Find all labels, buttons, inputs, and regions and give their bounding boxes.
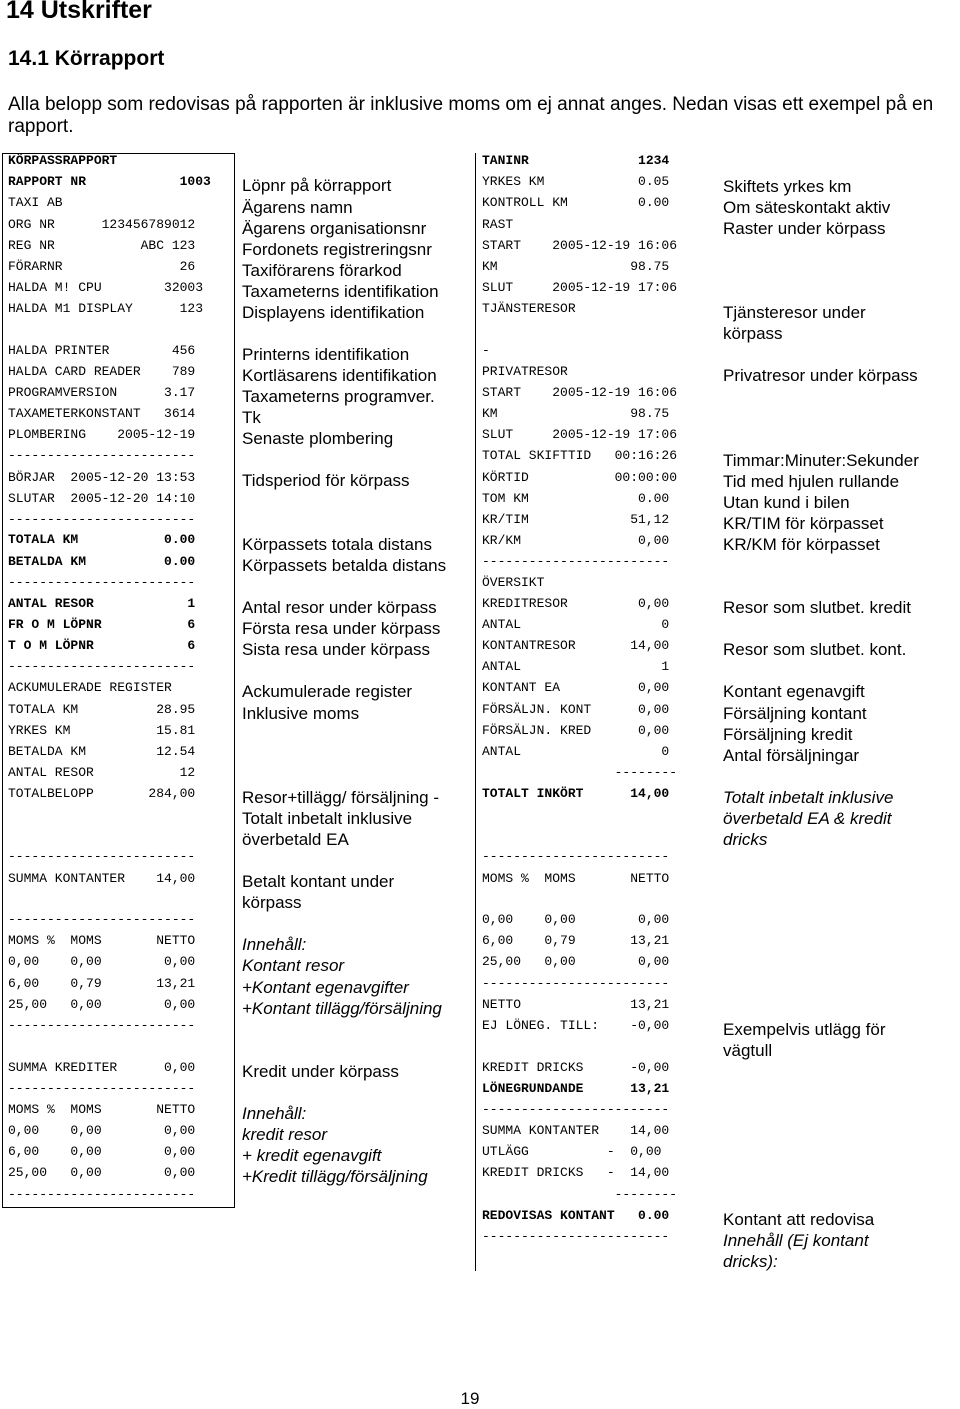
report-line: REG NR ABC 123 [8,238,196,253]
report-line: TOTALT INKÖRT 14,00 [482,786,670,801]
report-line: ORG NR 123456789012 [8,217,196,232]
report-line: 25,00 0,00 0,00 [8,1165,196,1180]
report-line: ------------------------ [8,512,196,527]
explanation-line: Ägarens organisationsnr [242,219,427,238]
explanation-line: vägtull [723,1041,773,1060]
explanation-line: Resor+tillägg/ försäljning - [242,788,440,807]
report-line: 25,00 0,00 0,00 [8,997,196,1012]
explanation-line: +Kredit tillägg/försäljning [242,1167,428,1186]
report-line: TAXAMETERKONSTANT 3614 [8,406,196,421]
report-line: BETALDA KM 0.00 [8,554,196,569]
report-line: ANTAL 1 [482,659,670,674]
explanation-line: Kredit under körpass [242,1062,399,1081]
explanation-line: Tid med hjulen rullande [723,472,900,491]
report-line: KÖRTID 00:00:00 [482,470,678,485]
report-line: SLUT 2005-12-19 17:06 [482,280,678,295]
explanation-line: KR/TIM för körpasset [723,514,884,533]
explanation-line: Taxameterns programver. [242,387,435,406]
report-line: ------------------------ [8,912,196,927]
report-line: MOMS % MOMS NETTO [8,1102,196,1117]
explanation-line: Ägarens namn [242,198,353,217]
report-line: KM 98.75 [482,259,670,274]
explanation-line: kredit resor [242,1125,328,1144]
page-number: 19 [460,1389,480,1408]
report-line: UTLÄGG - 0,00 [482,1144,662,1159]
explanation-line: Taxameterns identifikation [242,282,439,301]
explanation-line: Kortläsarens identifikation [242,366,437,385]
report-line: ACKUMULERADE REGISTER [8,680,172,695]
report-line: TOTAL SKIFTTID 00:16:26 [482,448,678,463]
explanation-line: Innehåll: [242,935,307,954]
explanation-line: Resor som slutbet. kont. [723,640,907,659]
report-line: KONTROLL KM 0.00 [482,195,670,210]
report-line: KÖRPASSRAPPORT [8,153,118,168]
report-line: MOMS % MOMS NETTO [482,871,670,886]
report-line: START 2005-12-19 16:06 [482,385,678,400]
report-line: NETTO 13,21 [482,997,670,1012]
report-line: PRIVATRESOR [482,364,568,379]
explanation-line: Kontant att redovisa [723,1210,875,1229]
explanation-line: Displayens identifikation [242,303,425,322]
report-line: FÖRSÄLJN. KRED 0,00 [482,723,670,738]
report-line: TOTALA KM 28.95 [8,702,196,717]
explanation-line: körpass [242,893,302,912]
explanation-line: Skiftets yrkes km [723,177,852,196]
report-line: ------------------------ [8,1187,196,1202]
report-line: TAXI AB [8,195,63,210]
explanation-line: Sista resa under körpass [242,640,431,659]
report-line: ------------------------ [8,448,196,463]
explanation-line: Tk [242,408,261,427]
explanation-line: Totalt inbetalt inklusive [723,788,894,807]
report-line: KREDIT DRICKS -0,00 [482,1060,670,1075]
report-line: BETALDA KM 12.54 [8,744,196,759]
explanation-line: överbetald EA [242,830,349,849]
explanation-line: Privatresor under körpass [723,366,918,385]
report-line: 6,00 0,79 13,21 [8,976,196,991]
explanation-line: Senaste plombering [242,429,394,448]
page-heading: 14 Utskrifter [6,0,152,24]
explanation-line: dricks [723,830,768,849]
report-line: TANINR 1234 [482,153,670,168]
report-line: SUMMA KREDITER 0,00 [8,1060,196,1075]
explanation-line: Tjänsteresor under [723,303,866,322]
explanation-line: Innehåll (Ej kontant [723,1231,869,1250]
report-divider-right [475,153,476,1271]
intro-text: Alla belopp som redovisas på rapporten är inklusive moms om ej annat anges. Nedan visas ett exempel på en rapport. [8,94,934,137]
explanation-line: överbetald EA & kredit [723,809,892,828]
explanation-line: Taxiförarens förarkod [242,261,402,280]
explanation-line: Resor som slutbet. kredit [723,598,912,617]
explanation-line: Tidsperiod för körpass [242,471,410,490]
report-line: SUMMA KONTANTER 14,00 [8,871,196,886]
explanation-line: Om säteskontakt aktiv [723,198,891,217]
explanation-line: + kredit egenavgift [242,1146,382,1165]
report-line: SLUTAR 2005-12-20 14:10 [8,491,196,506]
report-line: LÖNEGRUNDANDE 13,21 [482,1081,670,1096]
report-line: REDOVISAS KONTANT 0.00 [482,1208,670,1223]
report-line: EJ LÖNEG. TILL: -0,00 [482,1018,670,1033]
explanation-line: +Kontant tillägg/försäljning [242,999,442,1018]
report-line: ------------------------ [8,849,196,864]
report-line: ------------------------ [482,1102,670,1117]
explanation-line: Exempelvis utlägg för [723,1020,886,1039]
report-line: KREDIT DRICKS - 14,00 [482,1165,670,1180]
explanation-line: Antal försäljningar [723,746,860,765]
explanation-line: Antal resor under körpass [242,598,437,617]
report-line: -------- [482,1187,678,1202]
explanation-line: Körpassets totala distans [242,535,432,554]
explanation-line: KR/KM för körpasset [723,535,880,554]
report-line: FÖRSÄLJN. KONT 0,00 [482,702,670,717]
report-line: KREDITRESOR 0,00 [482,596,670,611]
report-line: FÖRARNR 26 [8,259,196,274]
explanation-line: Försäljning kontant [723,704,867,723]
report-line: ANTAL 0 [482,744,670,759]
report-line: ------------------------ [8,1081,196,1096]
report-line: HALDA M! CPU 32003 [8,280,204,295]
report-line: HALDA PRINTER 456 [8,343,196,358]
report-line: ANTAL 0 [482,617,670,632]
report-line: 0,00 0,00 0,00 [482,912,670,927]
explanation-line: Löpnr på körrapport [242,176,392,195]
report-line: - [482,343,490,358]
report-line: BÖRJAR 2005-12-20 13:53 [8,470,196,485]
report-line: ------------------------ [482,976,670,991]
explanation-line: +Kontant egenavgifter [242,978,409,997]
report-line: ------------------------ [8,659,196,674]
explanation-line: Ackumulerade register [242,682,413,701]
explanation-line: Inklusive moms [242,704,360,723]
report-line: 6,00 0,00 0,00 [8,1144,196,1159]
report-line: MOMS % MOMS NETTO [8,933,196,948]
explanation-line: Innehåll: [242,1104,307,1123]
report-line: TOTALA KM 0.00 [8,532,196,547]
explanation-line: Betalt kontant under [242,872,395,891]
report-line: ÖVERSIKT [482,575,545,590]
explanation-line: Kontant egenavgift [723,682,865,701]
explanation-line: Försäljning kredit [723,725,853,744]
explanation-line: Första resa under körpass [242,619,441,638]
report-line: RAST [482,217,514,232]
report-line: KONTANTRESOR 14,00 [482,638,670,653]
report-line: TOM KM 0.00 [482,491,670,506]
report-line: TOTALBELOPP 284,00 [8,786,196,801]
explanation-line: Timmar:Minuter:Sekunder [723,451,919,470]
report-line: PLOMBERING 2005-12-19 [8,427,196,442]
explanation-line: Kontant resor [242,956,345,975]
explanation-line: körpass [723,324,783,343]
explanation-line: Fordonets registreringsnr [242,240,432,259]
report-line: KR/KM 0,00 [482,533,670,548]
explanation-line: Printerns identifikation [242,345,410,364]
report-line: HALDA CARD READER 789 [8,364,196,379]
report-line: ------------------------ [482,1229,670,1244]
report-line: KR/TIM 51,12 [482,512,670,527]
report-line: 6,00 0,79 13,21 [482,933,670,948]
report-line: 25,00 0,00 0,00 [482,954,670,969]
report-line: YRKES KM 0.05 [482,174,670,189]
report-line: ANTAL RESOR 12 [8,765,196,780]
explanation-line: Raster under körpass [723,219,886,238]
explanation-line: Totalt inbetalt inklusive [242,809,413,828]
report-line: 0,00 0,00 0,00 [8,954,196,969]
explanation-line: dricks): [723,1252,778,1271]
explanation-line: Körpassets betalda distans [242,556,447,575]
section-heading: 14.1 Körrapport [8,47,165,70]
report-line: FR O M LÖPNR 6 [8,617,196,632]
report-line: ANTAL RESOR 1 [8,596,196,611]
explanation-line: Utan kund i bilen [723,493,850,512]
report-line: SLUT 2005-12-19 17:06 [482,427,678,442]
report-line: 0,00 0,00 0,00 [8,1123,196,1138]
report-line: KM 98.75 [482,406,670,421]
report-line: ------------------------ [8,575,196,590]
report-line: TJÄNSTERESOR [482,301,576,316]
report-line: ------------------------ [8,1018,196,1033]
report-line: SUMMA KONTANTER 14,00 [482,1123,670,1138]
report-line: -------- [482,765,678,780]
report-line: HALDA M1 DISPLAY 123 [8,301,204,316]
report-line: START 2005-12-19 16:06 [482,238,678,253]
report-line: T O M LÖPNR 6 [8,638,196,653]
report-line: YRKES KM 15.81 [8,723,196,738]
report-line: ------------------------ [482,849,670,864]
report-line: ------------------------ [482,554,670,569]
report-line: PROGRAMVERSION 3.17 [8,385,196,400]
report-line: RAPPORT NR 1003 [8,174,211,189]
report-line: KONTANT EA 0,00 [482,680,670,695]
